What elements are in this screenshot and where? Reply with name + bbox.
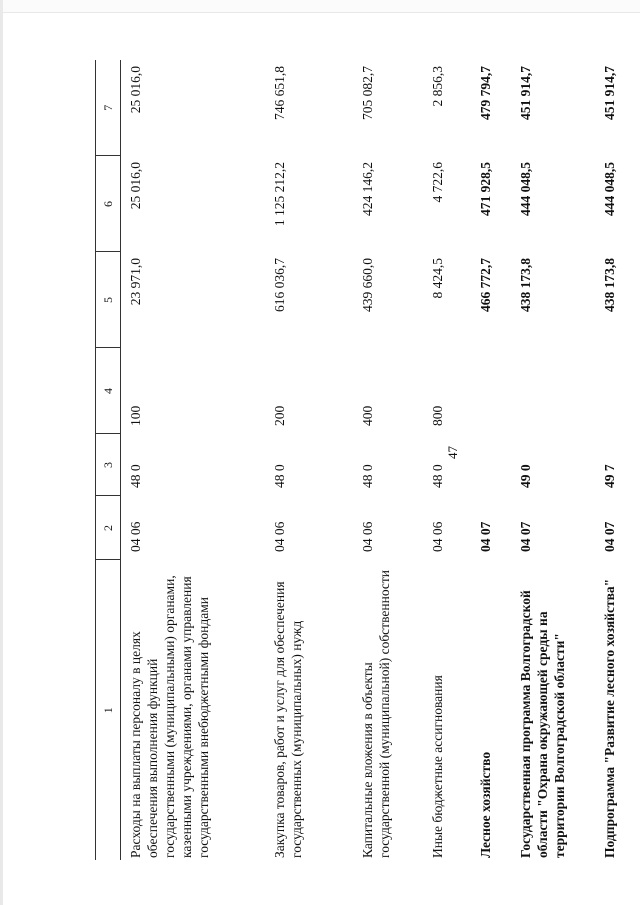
row-expense-type: 400 xyxy=(359,405,375,426)
row-name-cell: Капитальные вложения в объекты государственной (муниципальной) собственности xyxy=(359,569,392,858)
row-expense-type xyxy=(601,348,640,434)
scan-left-edge xyxy=(0,0,3,905)
column-header: 5 xyxy=(96,252,121,348)
table-row xyxy=(517,60,601,860)
row-program-code: 49 7 xyxy=(601,464,617,488)
row-name-cell: Расходы на выплаты персоналу в целях обеспечения выполнения функций государственными (муниципальными) органами, казенными учреждениями, органами управления государственными внебюджетными фондами xyxy=(128,575,211,858)
table-row xyxy=(429,60,477,860)
row-section-code: 04 07 xyxy=(517,521,533,552)
row-section-code: 04 07 xyxy=(477,521,493,552)
row-value-year-3: 705 082,7 xyxy=(359,66,375,120)
table-body xyxy=(121,60,640,860)
row-name-cell: Государственная программа Волгоградской области "Охрана окружающей среды на территории Волгоградской области" xyxy=(517,590,567,858)
row-value-year-1: 438 173,8 xyxy=(517,258,533,312)
row-program-code: 48 0 xyxy=(429,464,445,488)
row-program-code: 48 0 xyxy=(128,464,143,488)
row-expense-type xyxy=(517,348,601,434)
row-expense-type: 100 xyxy=(128,405,143,426)
row-expense-type: 200 xyxy=(271,405,287,426)
column-header: 6 xyxy=(96,156,121,252)
row-program-code xyxy=(477,434,517,496)
table-header-row xyxy=(96,60,121,860)
row-value-year-1: 466 772,7 xyxy=(477,258,493,312)
row-section-code: 04 06 xyxy=(359,521,375,552)
row-value-year-3: 2 856,3 xyxy=(429,66,445,107)
row-program-code: 48 0 xyxy=(271,464,287,488)
row-value-year-3: 479 794,7 xyxy=(477,66,493,120)
row-expense-type: 800 xyxy=(429,405,445,426)
row-section-code: 04 06 xyxy=(429,521,445,552)
row-value-year-2: 1 125 212,2 xyxy=(271,162,287,227)
row-value-year-1: 439 660,0 xyxy=(359,258,375,312)
row-value-year-1: 8 424,5 xyxy=(429,258,445,299)
budget-table xyxy=(95,60,640,860)
table-row xyxy=(121,60,271,860)
column-header: 1 xyxy=(96,560,121,860)
row-section-code: 04 06 xyxy=(271,521,287,552)
row-value-year-3: 746 651,8 xyxy=(271,66,287,120)
column-header: 7 xyxy=(96,60,121,156)
scan-top-edge xyxy=(0,0,640,13)
table-row xyxy=(601,60,640,860)
table-row xyxy=(271,60,359,860)
column-header: 2 xyxy=(96,496,121,560)
row-section-code: 04 06 xyxy=(128,521,143,552)
row-program-code: 48 0 xyxy=(359,464,375,488)
row-expense-type xyxy=(477,348,517,434)
row-value-year-1: 616 036,7 xyxy=(271,258,287,312)
row-value-year-2: 4 722,6 xyxy=(429,162,445,203)
row-value-year-2: 471 928,5 xyxy=(477,162,493,216)
row-value-year-3: 451 914,7 xyxy=(517,66,533,120)
row-name-cell: Иные бюджетные ассигнования xyxy=(429,675,445,858)
row-program-code: 49 0 xyxy=(517,464,533,488)
row-value-year-2: 444 048,5 xyxy=(601,162,617,216)
row-value-year-2: 424 146,2 xyxy=(359,162,375,216)
rotated-table-wrapper xyxy=(95,60,635,860)
column-header: 3 xyxy=(96,434,121,496)
page-number: 47 xyxy=(445,446,460,459)
row-section-code: 04 07 xyxy=(601,521,617,552)
row-name-cell: Закупка товаров, работ и услуг для обеспечения государственных (муниципальных) нужд xyxy=(271,581,304,858)
row-value-year-2: 444 048,5 xyxy=(517,162,533,216)
row-value-year-1: 438 173,8 xyxy=(601,258,617,312)
table-row xyxy=(477,60,517,860)
table-row xyxy=(359,60,429,860)
row-value-year-3: 451 914,7 xyxy=(601,66,617,120)
row-value-year-3: 25 016,0 xyxy=(128,66,143,114)
row-value-year-1: 23 971,0 xyxy=(128,258,143,306)
row-name-cell: Подпрограмма "Развитие лесного хозяйства" xyxy=(601,578,617,858)
row-name-cell: Лесное хозяйство xyxy=(477,751,493,858)
row-value-year-2: 25 016,0 xyxy=(128,162,143,210)
column-header: 4 xyxy=(96,348,121,434)
